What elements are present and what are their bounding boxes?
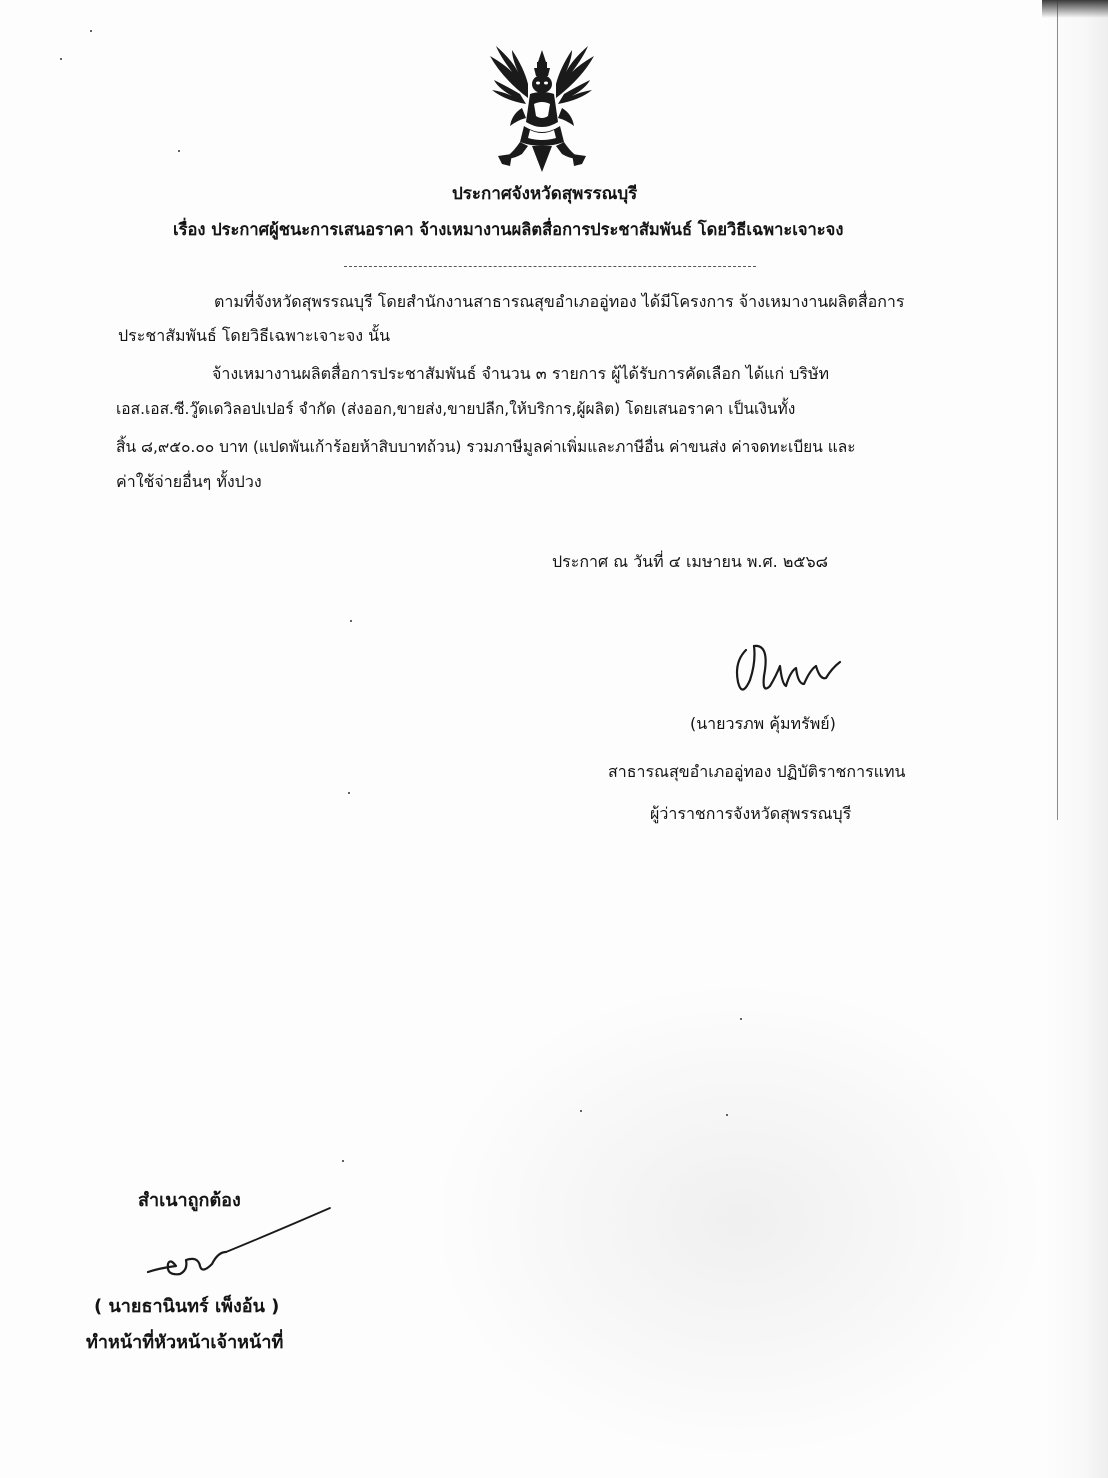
document-subject: เรื่อง ประกาศผู้ชนะการเสนอราคา จ้างเหมางานผลิตสื่อการประชาสัมพันธ์ โดยวิธีเฉพาะเจาะจง xyxy=(173,220,844,239)
signatory-signature-icon xyxy=(724,636,854,706)
speck xyxy=(342,1160,344,1162)
paper-stain xyxy=(430,980,1050,1460)
heading-divider xyxy=(344,266,756,267)
body-para2-line2: เอส.เอส.ซี.วู๊ดเดวิลอปเปอร์ จำกัด (ส่งออก,ขายส่ง,ขายปลีก,ให้บริการ,ผู้ผลิต) โดยเสนอราคา เป็นเงินทั้ง xyxy=(116,400,796,418)
body-para2-line1: จ้างเหมางานผลิตสื่อการประชาสัมพันธ์ จำนวน ๓ รายการ ผู้ได้รับการคัดเลือก ได้แก่ บริษัท xyxy=(212,364,830,383)
announcement-date: ประกาศ ณ วันที่ ๔ เมษายน พ.ศ. ๒๕๖๘ xyxy=(552,552,828,571)
body-para1-line2: ประชาสัมพันธ์ โดยวิธีเฉพาะเจาะจง นั้น xyxy=(118,326,391,345)
speck xyxy=(350,620,352,622)
speck xyxy=(348,792,350,794)
certification-label: สำเนาถูกต้อง xyxy=(138,1190,241,1211)
speck xyxy=(740,1018,742,1020)
signatory-name: (นายวรภพ คุ้มทรัพย์) xyxy=(690,714,836,733)
body-para2-line3: สิ้น ๘,๙๕๐.๐๐ บาท (แปดพันเก้าร้อยห้าสิบบาทถ้วน) รวมภาษีมูลค่าเพิ่มและภาษีอื่น ค่าขนส่ง ค่าจดทะเบียน และ xyxy=(116,438,856,456)
document-title: ประกาศจังหวัดสุพรรณบุรี xyxy=(452,184,638,204)
speck xyxy=(580,1110,582,1112)
speck xyxy=(90,30,92,32)
signatory-position: สาธารณสุขอำเภออู่ทอง ปฏิบัติราชการแทน xyxy=(608,762,906,781)
speck xyxy=(178,150,180,152)
certifier-name: ( นายธานินทร์ เพ็งอ้น ) xyxy=(94,1296,280,1317)
body-para1-line1: ตามที่จังหวัดสุพรรณบุรี โดยสำนักงานสาธารณสุขอำเภออู่ทอง ได้มีโครงการ จ้างเหมางานผลิตสื่อการ xyxy=(214,292,905,311)
speck xyxy=(60,58,62,60)
certifier-role: ทำหน้าที่หัวหน้าเจ้าหน้าที่ xyxy=(86,1332,284,1353)
certifier-signature-icon xyxy=(140,1200,340,1290)
garuda-emblem-icon xyxy=(482,42,602,176)
body-para2-line4: ค่าใช้จ่ายอื่นๆ ทั้งปวง xyxy=(116,472,262,491)
page-corner-shadow xyxy=(1042,0,1108,18)
speck xyxy=(726,1114,728,1116)
signatory-position-2: ผู้ว่าราชการจังหวัดสุพรรณบุรี xyxy=(650,804,852,823)
page-edge-shadow xyxy=(1044,0,1108,1478)
page-edge-line xyxy=(1057,0,1058,820)
